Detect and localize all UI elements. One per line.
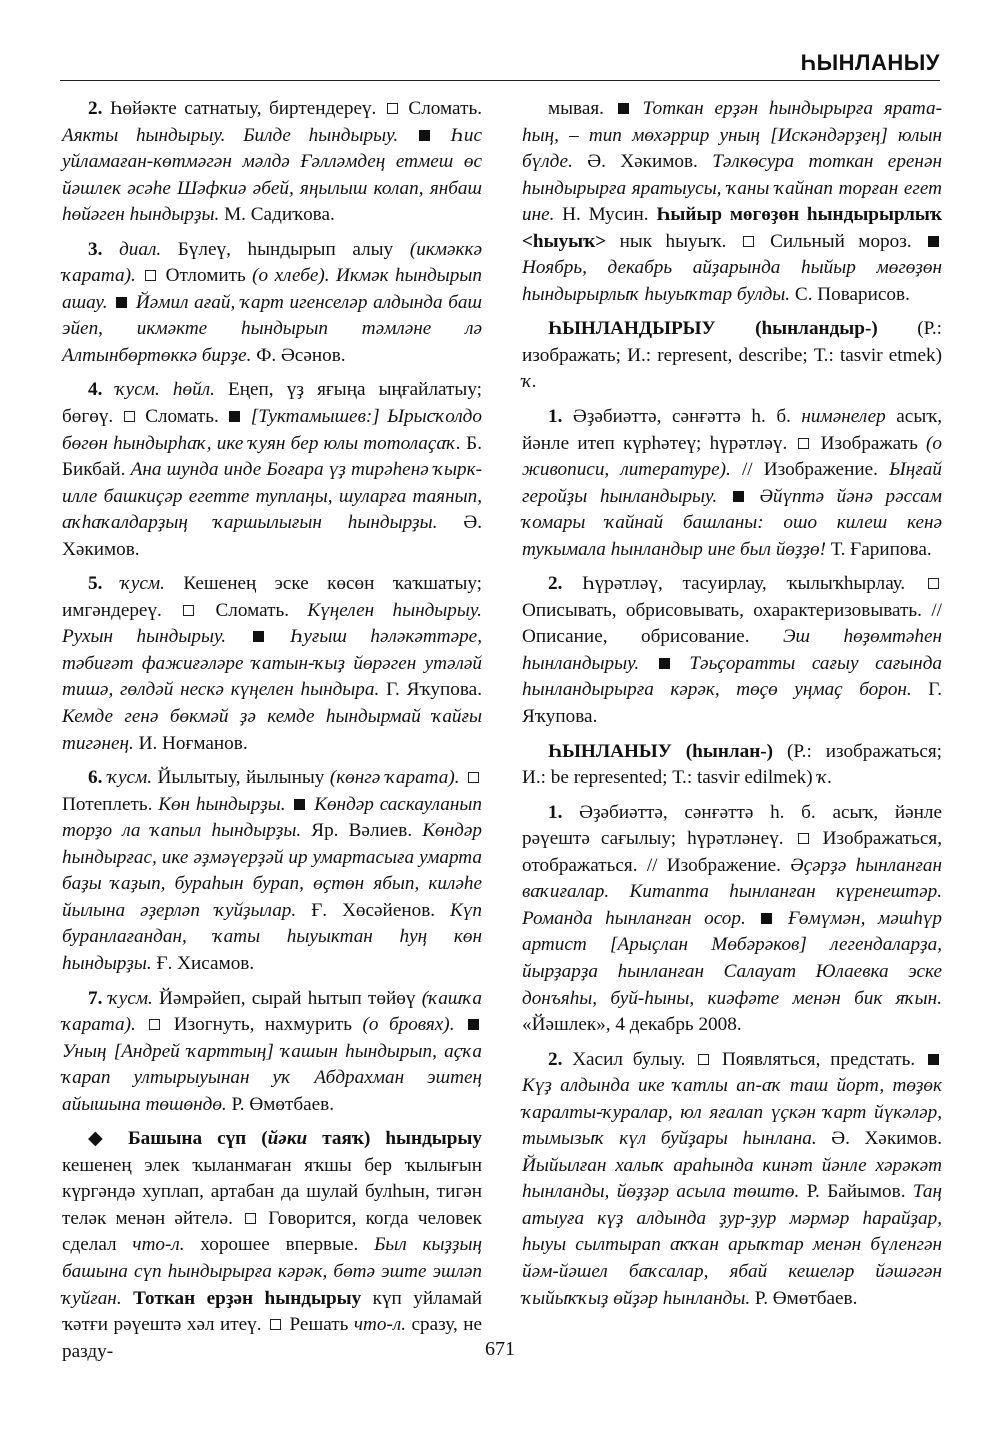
plain-text: Т. Ғарипова. — [830, 538, 932, 560]
page-number: 671 — [485, 1338, 515, 1360]
dictionary-paragraph — [62, 377, 482, 563]
dictionary-paragraph — [522, 800, 942, 1039]
plain-text: хорошее впервые. — [184, 1234, 375, 1256]
plain-text: Йәмрәйеп, сырай һытып төйөү — [159, 987, 422, 1009]
running-header — [60, 40, 940, 81]
plain-text: Ғ. Хөсәйенов. — [311, 899, 451, 921]
italic-text: Көндәр саскауланып торҙо ла ҡапыл һындырҙы. — [62, 793, 482, 842]
plain-text: (Р.: изображаться; И.: be represented; Т.: tasvir edilmek) — [522, 740, 943, 789]
plain-text: Хасил булыу. — [572, 1048, 696, 1070]
filled-square-icon — [253, 631, 264, 642]
bold-text: 2. — [548, 573, 583, 595]
bold-text: таяҡ) һындырыу — [307, 1128, 482, 1150]
filled-square-icon — [659, 658, 670, 669]
italic-text: ҡусм. — [107, 767, 158, 789]
italic-text: Күп буранлағандан, ҡаты һыуыктан һуң көн һындырҙы. — [62, 899, 482, 974]
dictionary-paragraph — [62, 96, 482, 229]
plain-text: Отломить — [159, 265, 253, 287]
plain-text: Йылытыу, йылыныу — [157, 767, 330, 789]
plain-text: Потеплеть. — [62, 793, 159, 815]
filled-square-icon — [928, 1054, 939, 1065]
open-square-icon — [149, 1019, 160, 1030]
plain-text: Р. Өмөтбаев. — [754, 1287, 858, 1309]
italic-text: Был кыҙҙың башына сүп һындырырға кәрәк, бөтә эште эшләп ҡуйған. — [62, 1234, 483, 1309]
italic-text: ҡусм. һөйл. — [115, 379, 229, 401]
plain-text: М. Садиҡова. — [224, 204, 335, 226]
plain-text: Кешенең эске көсөн ҡаҡшатыу; имгәндереү. — [62, 573, 483, 621]
plain-text: Изображать — [812, 432, 927, 454]
italic-text: Ыңғай геройҙы һынландырыу. — [522, 459, 942, 507]
plain-text: Решать — [284, 1314, 354, 1336]
open-square-icon — [124, 411, 135, 422]
italic-text: Уның [Андрей ҡарттың] ҡашын һындырып, аҫҡа ҡарап ултырыуынан уҡ Абдрахман эштең айышына төшөндө. — [62, 1040, 482, 1115]
filled-square-icon — [294, 799, 305, 810]
plain-text: Н. Мусин. — [562, 204, 657, 226]
dictionary-paragraph — [62, 571, 482, 757]
plain-text: Ә. Хәкимов. — [587, 151, 713, 173]
plain-text: Сломать. — [137, 406, 227, 428]
plain-text: Р. Байымов. — [806, 1181, 913, 1203]
plain-text: С. Поварисов. — [794, 283, 910, 305]
bold-text: 2. — [88, 98, 110, 119]
plain-text: Һүрәтләү, тасуирлау, ҡылыҡһырлау. — [582, 573, 925, 595]
plain-text: мывая. — [548, 98, 615, 119]
bold-text: Тоткан ерҙән һындырыу — [133, 1287, 373, 1309]
italic-text: (көнгә ҡарата). — [329, 767, 465, 789]
italic-text: ҡ. — [522, 371, 537, 393]
plain-text: И. Ноғманов. — [138, 732, 248, 754]
italic-text: Йыйылған халыҡ араһында кинәт йәнле хәрәкәт һынланды, йөҙҙәр асыла төштө. — [522, 1154, 942, 1203]
plain-text: Б. Бикбай. — [62, 432, 482, 481]
bold-text: 2. — [548, 1048, 573, 1070]
filled-square-icon — [419, 130, 430, 141]
plain-text: Яр. Вәлиев. — [311, 820, 423, 842]
plain-text: «Йәшлек», 4 декабрь 2008. — [522, 1014, 742, 1036]
italic-text: нимәнелер — [801, 406, 897, 428]
italic-text: Һуғыш һәләкәттәре, тәбиғәт фажиғәләре ҡатын-ҡыҙ йөрәген утәләй тишә, гөлдәй нескә күңелен һындыра. — [62, 626, 482, 701]
italic-text: Көн һындырҙы. — [158, 793, 292, 815]
open-square-icon — [270, 1319, 281, 1330]
filled-square-icon — [928, 236, 939, 247]
italic-text: Аякты һындырыу. Билде һындырыу. — [62, 124, 416, 146]
plain-text: Әҙәбиәттә, сәнғәттә һ. б. асыҡ, йәнле рәүештә сағылыу; һүрәтләнеү. — [522, 801, 943, 850]
dictionary-paragraph — [522, 571, 942, 730]
plain-text: Еңеп, үҙ яғыңа ыңғайлатыу; бөгөү. — [62, 379, 482, 428]
plain-text: // Изображение. — [741, 459, 890, 481]
plain-text: Р. Өмөтбаев. — [231, 1093, 335, 1115]
bold-text: 4. — [88, 379, 116, 401]
italic-text: Кемде генә бөкмәй ҙә кемде һындырмай ҡайғы тигәнең. — [62, 706, 482, 754]
open-square-icon — [798, 833, 809, 844]
plain-text: Сильный мороз. — [756, 230, 926, 252]
italic-text: ҡ. — [817, 767, 833, 789]
bold-text: ҺЫНЛАНЫУ (һынлан-) — [548, 740, 787, 762]
italic-text: (икмәккә ҡарата). — [62, 238, 482, 287]
filled-square-icon — [733, 491, 744, 502]
plain-text: Описывать, обрисовывать, охарактеризовывать. // Описание, обрисование. — [522, 599, 942, 648]
italic-text: Ана шунда инде Боғара үҙ тирәһенә ҡырк-илле башкиҫәр егетте туплаңы, шуларға таянып, аҡһаҡалдарҙың ҡаршылығын һындырҙы. — [62, 459, 482, 534]
left-column — [62, 96, 482, 1365]
bold-text: ◆ Башына сүп ( — [88, 1128, 268, 1150]
italic-text: Һис уйламаған-көтмәгән мәлдә Ғәлләмдең етмеш өс йәшлек әсәһе Шәфкиә әбей, яңылыш колап, янбаш һөйәген һындырҙы. — [62, 124, 482, 226]
italic-text: (о живописи, литературе). — [522, 432, 943, 481]
plain-text: кешенең элек ҡыланмаған яҡшы бер ҡылығын күргәндә хуплап, артабан да шулай булһын, тигән теләк менән әйтелә. — [62, 1154, 482, 1229]
dictionary-paragraph — [522, 316, 942, 396]
filled-square-icon — [229, 411, 240, 422]
plain-text: Ә. Хәкимов. — [831, 1128, 942, 1150]
open-square-icon — [468, 772, 479, 783]
plain-text: Бүлеү, һындырып алыу — [177, 238, 410, 260]
plain-text: Г. Яҡупова. — [386, 679, 482, 701]
open-square-icon — [698, 1054, 709, 1065]
plain-text: Изогнуть, нахмурить — [163, 1014, 363, 1036]
bold-text: ҺЫНЛАНДЫРЫУ (һынландыр-) — [548, 318, 918, 340]
italic-text: Тәьҫоратты сағыу сағында һынландырырға кәрәк, төҫө уңмаҫ борон. — [522, 652, 942, 701]
italic-text: Йәмил ағай, ҡарт игенселәр алдында баш эйеп, икмәкте һындырып тәмләне лә Алтынбөртөккә бирҙе. — [62, 291, 482, 366]
open-square-icon — [245, 1213, 256, 1224]
plain-text: Говорится, когда человек сделал — [62, 1207, 482, 1256]
plain-text: Ә. Хәкимов. — [62, 512, 482, 560]
bold-text: 3. — [88, 238, 120, 260]
right-column — [522, 96, 942, 1312]
open-square-icon — [928, 578, 939, 589]
bold-text: 1. — [548, 801, 580, 823]
italic-text: что-л. — [132, 1234, 185, 1256]
dictionary-paragraph — [522, 404, 942, 563]
plain-text: күп уйламай ҡәтғи рәүештә хәл итеү. — [62, 1287, 482, 1336]
running-head-title: ҺЫНЛАНЫУ — [800, 50, 940, 75]
dictionary-paragraph — [62, 1126, 482, 1365]
italic-text: Әҫәрҙә һынланған ваҡиғалар. Китапта һынланған күренештәр. Романда һынланған осор. — [522, 854, 943, 929]
italic-text: Эш һөҙөмтәһен һынландырыу. — [522, 626, 943, 674]
italic-text: ҡусм. — [120, 573, 184, 595]
bold-text: 1. — [548, 406, 573, 428]
italic-text: Ноябрь, декабрь айҙарында һыйыр мөгөҙөн һындырырлыҡ һыуыҡтар булды. — [522, 257, 942, 305]
dictionary-paragraph — [62, 765, 482, 977]
italic-text: Күңелен һындырыу. Рухын һындырыу. — [62, 599, 482, 648]
open-square-icon — [798, 438, 809, 449]
bold-text: 5. — [88, 573, 121, 595]
plain-text: Әҙәбиәттә, сәнғәттә һ. б. — [572, 406, 802, 428]
dictionary-paragraph — [62, 237, 482, 370]
italic-text: диал. — [119, 238, 178, 260]
filled-square-icon — [468, 1019, 479, 1030]
italic-text: ҡусм. — [108, 987, 160, 1009]
open-square-icon — [387, 103, 398, 114]
plain-text: сразу, не разду- — [62, 1314, 482, 1362]
italic-text: (о бровях). — [362, 1014, 465, 1036]
italic-text: Күҙ алдында ике ҡатлы ап-аҡ таш йорт, төҙөк ҡаралты-ҡуралар, юл яғалап үҫкән ҡарт йүкәләр, тымызыҡ күл буйҙары һынлана. — [522, 1075, 942, 1150]
italic-text: Таң атыуға күҙ алдында ҙур-ҙур мәрмәр һарайҙар, һыуы сылтырап аҡҡан арыҡтар менән бүленгән йәм-йәшел баҡсалар, ябай кешеләр йәшәгән ҡыйыҡҡыҙ өйҙәр һынланды. — [522, 1181, 942, 1309]
italic-text: Ғөмүмән, мәшһүр артист [Арыҫлан Мөбәрәков] легендаларҙа, йырҙарҙа һынланған Салауат Юлаевка эске донъяһы, буй-һыны, киәфәте менән бик яҡын. — [522, 907, 942, 1009]
italic-text: [Туктамышев:] Ырысҡолдо бөгөн һындырһаҡ, ике ҡуян бер юлы тотолаҫаҡ. — [62, 406, 482, 454]
plain-text: Изображаться, отображаться. // Изображение. — [522, 828, 942, 876]
filled-square-icon — [116, 297, 127, 308]
plain-text: Ф. Әсәнов. — [256, 344, 346, 366]
italic-text: Көндәр һындырғас, ике әҙмәүерҙәй ир умартасыға умарта баҙы ҡаҙып, бураһын бурап, өҫтөн ябып, киләһе йылына әҙерләп ҡуйҙылар. — [62, 820, 482, 921]
bold-text: 7. — [88, 987, 109, 1009]
plain-text: Һөйәкте сатнатыу, биртендереү. — [109, 98, 384, 119]
plain-text: Сломать. — [197, 599, 308, 621]
plain-text: Г. Яҡупова. — [522, 679, 942, 728]
bold-text: 6. — [88, 767, 108, 789]
filled-square-icon — [761, 913, 772, 924]
dictionary-paragraph — [62, 986, 482, 1119]
plain-text: Сломать. — [400, 98, 482, 119]
italic-text: Әйүптә йәнә рәссам ҡомары ҡайнай башланы: ошо килеш кенә тукымала һынландыр ине был йөҙҙө! — [522, 485, 942, 560]
italic-text: Тәлкөсура тоткан еренән һындырырға яратыусы, ҡаны ҡайнап торған егет ине. — [522, 151, 942, 226]
plain-text: Ғ. Хисамов. — [156, 952, 255, 974]
open-square-icon — [183, 605, 194, 616]
open-square-icon — [743, 236, 754, 247]
plain-text: нык һыуыҡ. — [606, 230, 740, 252]
plain-text: асыҡ, йәнле итеп күрһәтеү; һүрәтләү. — [522, 406, 943, 454]
italic-text: что-л. — [353, 1314, 407, 1336]
dictionary-paragraph — [522, 739, 942, 792]
dictionary-paragraph — [522, 96, 942, 308]
italic-text: (ҡашҡа ҡарата). — [62, 987, 482, 1036]
italic-text: (о хлебе). Икмәк һындырып ашау. — [62, 265, 482, 313]
plain-text: (Р.: изображать; И.: represent, describe; Т.: tasvir etmek) — [522, 318, 942, 366]
bold-text: Һыйыр мөгөҙөн һындырырлыҡ <һыуыҡ> — [522, 204, 942, 252]
bold-italic-text: йәки — [267, 1128, 308, 1150]
dictionary-paragraph — [522, 1047, 942, 1312]
open-square-icon — [145, 270, 156, 281]
italic-text: Тоткан ерҙән һындырырға ярата-һың, – тип мөхәррир уның [Искәндәрҙең] юлын бүлде. — [522, 98, 943, 173]
filled-square-icon — [618, 103, 629, 114]
plain-text: Появляться, предстать. — [712, 1048, 925, 1070]
